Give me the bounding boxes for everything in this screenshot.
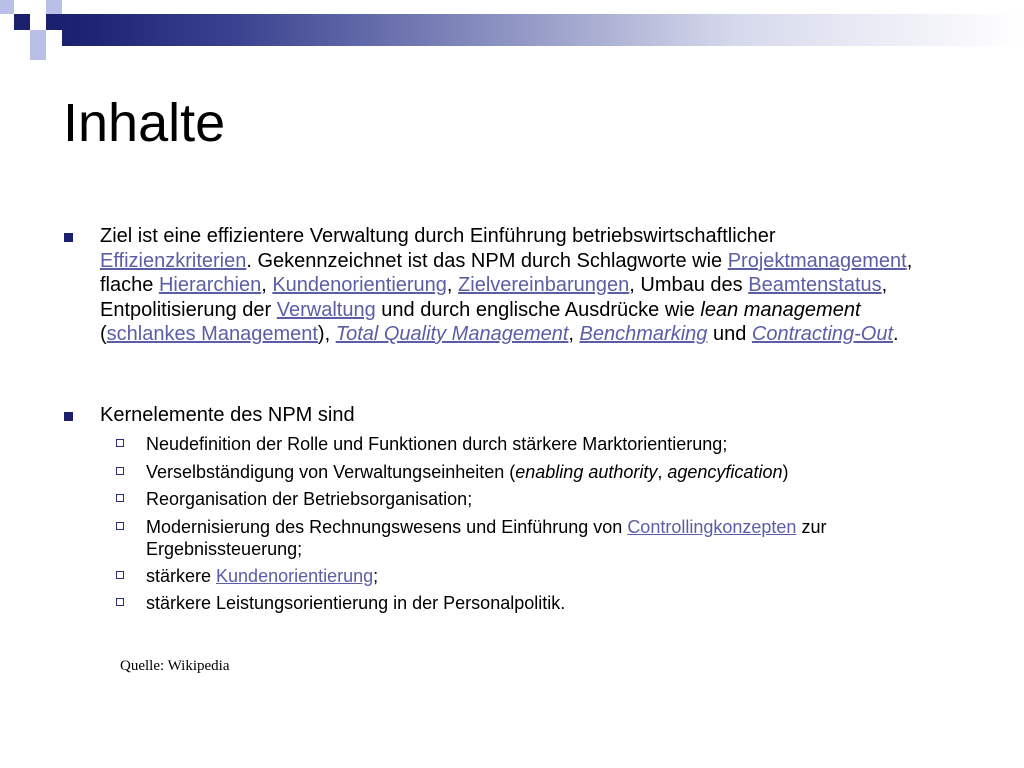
deco-square — [46, 14, 62, 30]
hollow-square-bullet-icon — [116, 439, 124, 447]
deco-square — [30, 30, 46, 46]
link-kundenorientierung-2[interactable]: Kundenorientierung — [216, 566, 374, 586]
hollow-square-bullet-icon — [116, 494, 124, 502]
hollow-square-bullet-icon — [116, 467, 124, 475]
deco-square — [0, 0, 14, 14]
link-zielvereinbarungen[interactable]: Zielvereinbarungen — [458, 274, 630, 296]
source-note: Quelle: Wikipedia — [120, 658, 230, 674]
link-effizienzkriterien[interactable]: Effizienzkriterien — [100, 249, 247, 272]
text: Verselbständigung von Verwaltungseinheiten ( — [146, 462, 516, 482]
deco-square — [46, 0, 62, 14]
text: , — [568, 323, 580, 345]
text: . — [893, 323, 899, 345]
text: und — [707, 323, 752, 345]
text: und durch englische Ausdrücke wie — [375, 298, 701, 321]
sub-bullet — [146, 433, 976, 455]
link-schlankes-management[interactable]: schlankes Management — [106, 323, 318, 345]
square-bullet-icon — [64, 412, 73, 421]
text: stärkere Leistungsorientierung in der Personalpolitik. — [146, 593, 566, 613]
sub-bullet — [146, 565, 976, 587]
sub-bullet — [146, 488, 976, 510]
square-bullet-icon — [64, 233, 73, 242]
text: ) — [782, 462, 789, 482]
bullet-kernelemente — [100, 403, 930, 428]
link-controllingkonzepten[interactable]: Controllingkonzepten — [627, 517, 797, 537]
text: Reorganisation der Betriebsorganisation; — [146, 489, 473, 509]
text: stärkere — [146, 566, 217, 586]
text: Ziel ist eine effizientere Verwaltung durch Einführung betriebswirtschaftlicher — [100, 225, 776, 247]
text: ; — [373, 566, 379, 586]
link-beamtenstatus[interactable]: Beamtenstatus — [748, 274, 882, 296]
text: , flache — [100, 249, 913, 296]
sub-bullet — [146, 516, 976, 560]
link-verwaltung[interactable]: Verwaltung — [276, 298, 376, 321]
text: Kernelemente des NPM sind — [100, 404, 355, 426]
sub-bullet — [146, 592, 976, 614]
link-contracting-out[interactable]: Contracting-Out — [751, 323, 894, 345]
text: , Umbau des — [629, 274, 749, 296]
text: . Gekennzeichnet ist das NPM durch Schlagworte wie — [246, 249, 728, 272]
italic-term: lean management — [700, 298, 861, 321]
header-gradient-bar — [62, 14, 1024, 46]
link-projektmanagement[interactable]: Projektmanagement — [727, 249, 907, 272]
link-total-quality-management[interactable]: Total Quality Management — [335, 323, 569, 345]
link-hierarchien[interactable]: Hierarchien — [158, 274, 262, 296]
text: Neudefinition der Rolle und Funktionen durch stärkere Marktorientierung; — [146, 434, 728, 454]
deco-square — [30, 46, 46, 60]
text: zur Ergebnissteuerung; — [146, 517, 827, 559]
text: Modernisierung des Rechnungswesens und Einführung von — [146, 517, 628, 537]
link-benchmarking[interactable]: Benchmarking — [579, 323, 708, 345]
text: , — [446, 274, 459, 296]
hollow-square-bullet-icon — [116, 571, 124, 579]
italic-term: agencyfication — [667, 462, 783, 482]
italic-term: enabling authority — [515, 462, 658, 482]
slide-title: Inhalte — [63, 93, 226, 153]
text: ), — [317, 323, 336, 345]
hollow-square-bullet-icon — [116, 522, 124, 530]
text: , Entpolitisierung der — [100, 274, 888, 321]
deco-square — [14, 14, 30, 30]
hollow-square-bullet-icon — [116, 598, 124, 606]
text: , — [261, 274, 273, 296]
link-kundenorientierung[interactable]: Kundenorientierung — [272, 274, 447, 296]
text: , — [657, 462, 668, 482]
sub-bullet — [146, 461, 976, 483]
text: ( — [100, 323, 107, 345]
bullet-npm-goal — [100, 224, 930, 347]
